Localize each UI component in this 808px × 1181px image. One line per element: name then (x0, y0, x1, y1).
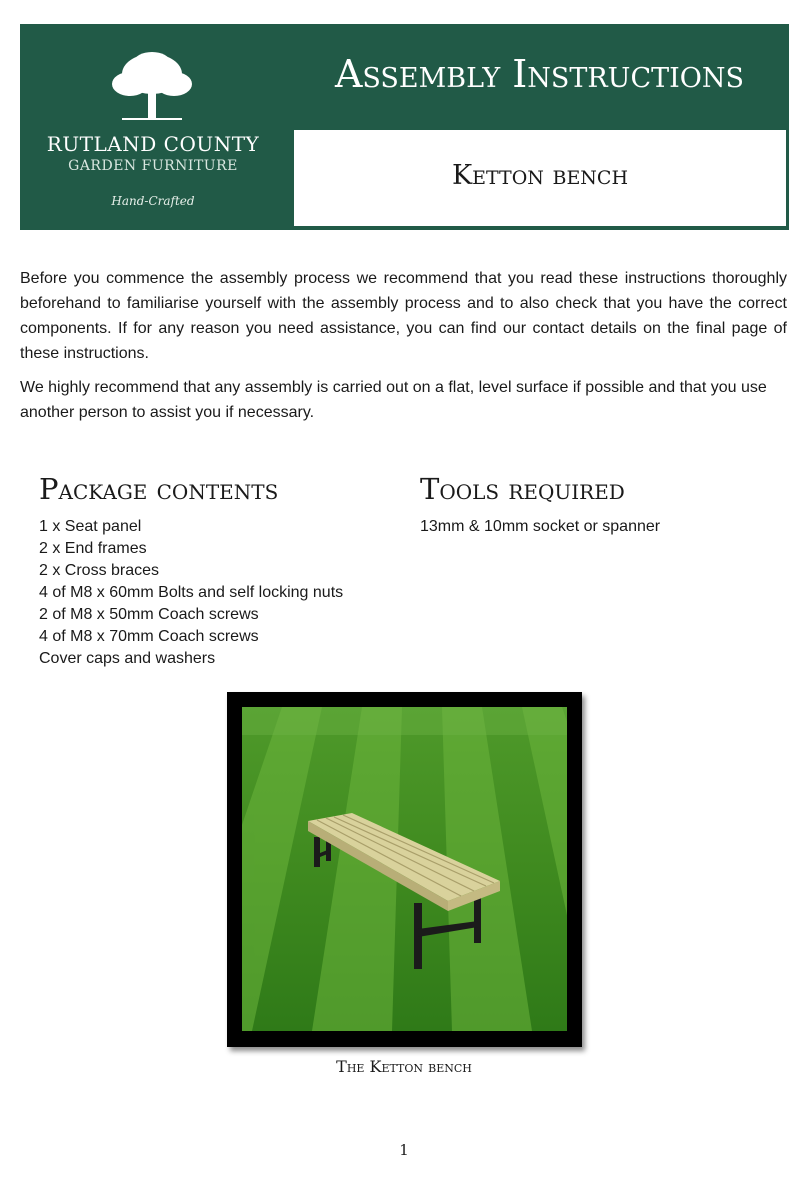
tools-required-heading: Tools required (420, 472, 625, 506)
product-title: Ketton bench (451, 160, 629, 191)
tools-required-list (420, 516, 660, 538)
brand-motto: Hand-Crafted (111, 194, 195, 208)
intro-section (20, 266, 787, 434)
brand-name: RUTLAND COUNTY (46, 132, 260, 156)
document-title: Assembly Instructions (334, 52, 745, 96)
figure-caption: The Ketton bench (336, 1057, 472, 1076)
list-item: 2 x Cross braces (39, 562, 160, 579)
brand-logo (20, 24, 290, 230)
list-item: 1 x Seat panel (39, 518, 142, 535)
oak-tree-icon (108, 50, 196, 124)
intro-paragraph: We highly recommend that any assembly is carried out on a flat, level surface if possible and that you use another person to assist you if necessary. (20, 379, 767, 421)
list-item: 2 x End frames (39, 540, 147, 557)
bench-photo-frame (227, 692, 582, 1047)
list-item: 13mm & 10mm socket or spanner (420, 518, 661, 535)
brand-tagline: GARDEN FURNITURE (68, 158, 238, 174)
list-item: 4 of M8 x 60mm Bolts and self locking nuts (39, 584, 344, 601)
intro-paragraph: Before you commence the assembly process we recommend that you read these instructions thoroughly beforehand to familiarise yourself with the assembly process and to also check that you have the correct components. If for any reason you need assistance, you can find our contact details on the final page of these instructions. (20, 270, 787, 362)
list-item: 4 of M8 x 70mm Coach screws (39, 628, 259, 645)
header-banner (20, 24, 789, 230)
package-contents-heading: Package contents (39, 472, 279, 506)
list-item: Cover caps and washers (39, 650, 216, 667)
product-title-box (294, 130, 786, 226)
list-item: 2 of M8 x 50mm Coach screws (39, 606, 259, 623)
package-contents-list (39, 516, 343, 670)
bench-photo (242, 707, 567, 1031)
page-number: 1 (399, 1141, 409, 1159)
